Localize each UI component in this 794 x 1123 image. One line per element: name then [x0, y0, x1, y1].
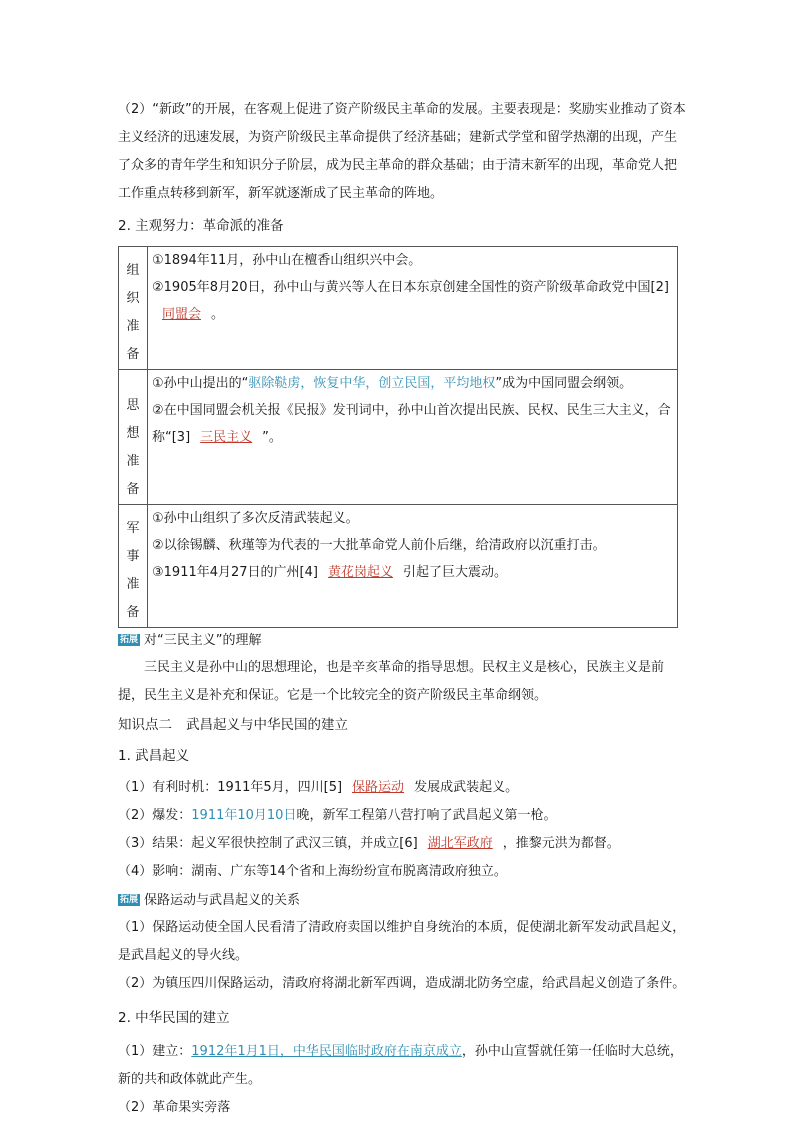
section-heading-subjective-efforts: 2. 主观努力：革命派的准备 [118, 218, 284, 234]
knowledge-point-label: 知识点二 [118, 717, 172, 733]
answer-blank-5: 保路运动 [352, 780, 405, 795]
revolution-preparation-table [118, 246, 678, 628]
military-line-1: ①孙中山组织了多次反清武装起义。 [152, 511, 359, 526]
extension-three-principles [118, 628, 686, 654]
extension-title: 保路运动与武昌起义的关系 [144, 893, 301, 908]
military-line-2: ②以徐锡麟、秋瑾等为代表的一大批革命党人前仆后继，给清政府以沉重打击。 [152, 538, 606, 553]
category-organization: 组织准备 [119, 247, 148, 370]
ideology-p1-suffix: ”成为中国同盟会纲领。 [495, 376, 633, 391]
wuchang-item-3-suffix: ，推黎元洪为都督。 [502, 836, 620, 851]
roc-heading: 2. 中华民国的建立 [118, 1010, 230, 1026]
roc-item-2: （2）革命果实旁落 [118, 1100, 231, 1115]
ideology-p2-prefix: ②在中国同盟会机关报《民报》发刊词中，孙中山首次提出民族、民权、民生三大主义，合称“[3] [152, 403, 671, 445]
answer-blank-2: 同盟会 [162, 307, 202, 322]
knowledge-point-two [118, 710, 686, 740]
answer-blank-3: 三民主义 [200, 430, 253, 445]
wuchang-item-1-suffix: 发展成武装起义。 [414, 780, 519, 795]
table-row [119, 247, 678, 370]
military-line-3-suffix: 引起了巨大震动。 [402, 565, 507, 580]
extension-2-point-1: （1）保路运动使全国人民看清了清政府卖国以维护自身统治的本质，促使湖北新军发动武昌起义，是武昌起义的导火线。 [118, 920, 686, 963]
new-policy-paragraph: （2）“新政”的开展，在客观上促进了资产阶级民主革命的发展。主要表现是：奖励实业推动了资本主义经济的迅速发展，为资产阶级民主革命提供了经济基础；建新式学堂和留学热潮的出现，产生了众多的青年学生和知识分子阶层，成为民主革命的群众基础；由于清末新军的出现，革命党人把工作重点转移到新军，新军就逐渐成了民主革命的阵地。 [118, 102, 686, 201]
extension-2-point-2: （2）为镇压四川保路运动，清政府将湖北新军西调，造成湖北防务空虚，给武昌起义创造了条件。 [118, 976, 686, 991]
knowledge-point-title: 武昌起义与中华民国的建立 [186, 717, 348, 733]
extension-badge: 拓展 [120, 635, 139, 645]
table-row [119, 505, 678, 628]
answer-blank-4: 黄花岗起义 [327, 565, 393, 580]
extension-railway-movement [118, 888, 686, 914]
wuchang-item-2: （2）爆发： [118, 808, 192, 823]
org-line-2-end: 。 [211, 307, 225, 322]
org-line-2: ②1905年8月20日，孙中山与黄兴等人在日本东京创建全国性的资产阶级革命政党中国[2] [152, 280, 669, 295]
category-military: 军事准备 [119, 505, 148, 628]
document-page [118, 96, 686, 1122]
extension-body: 三民主义是孙中山的思想理论，也是辛亥革命的指导思想。民权主义是核心，民族主义是前提，民生主义是补充和保证。它是一个比较完全的资产阶级民主革命纲领。 [118, 660, 665, 703]
wuchang-item-2-suffix: 晚，新军工程第八营打响了武昌起义第一枪。 [296, 808, 557, 823]
wuchang-item-4: （4）影响：湖南、广东等14个省和上海纷纷宣布脱离清政府独立。 [118, 864, 507, 879]
table-row [119, 370, 678, 505]
ideology-p1-prefix: ①孙中山提出的“ [152, 376, 249, 391]
roc-item-1-suffix: ，孙中山宣誓就任第一任临时大总统，新的共和政体就此产生。 [118, 1044, 683, 1087]
military-line-3-prefix: ③1911年4月27日的广州[4] [152, 565, 318, 580]
wuchang-heading: 1. 武昌起义 [118, 748, 190, 764]
extension-badge: 拓展 [120, 895, 139, 905]
extension-title: 对“三民主义”的理解 [144, 633, 262, 648]
tongmenghui-program: 驱除鞑虏，恢复中华，创立民国，平均地权 [248, 376, 496, 391]
answer-blank-6: 湖北军政府 [427, 836, 493, 851]
wuchang-item-3: （3）结果：起义军很快控制了武汉三镇，并成立[6] [118, 836, 418, 851]
wuchang-item-1: （1）有利时机：1911年5月，四川[5] [118, 780, 343, 795]
org-line-1: ①1894年11月，孙中山在檀香山组织兴中会。 [152, 253, 422, 268]
roc-item-1: （1）建立： [118, 1044, 192, 1059]
category-ideology: 思想准备 [119, 370, 148, 505]
wuchang-date: 1911年10月10日 [191, 808, 297, 823]
ideology-p2-suffix: ”。 [262, 430, 282, 445]
roc-founding: 1912年1月1日，中华民国临时政府在南京成立 [191, 1044, 462, 1059]
